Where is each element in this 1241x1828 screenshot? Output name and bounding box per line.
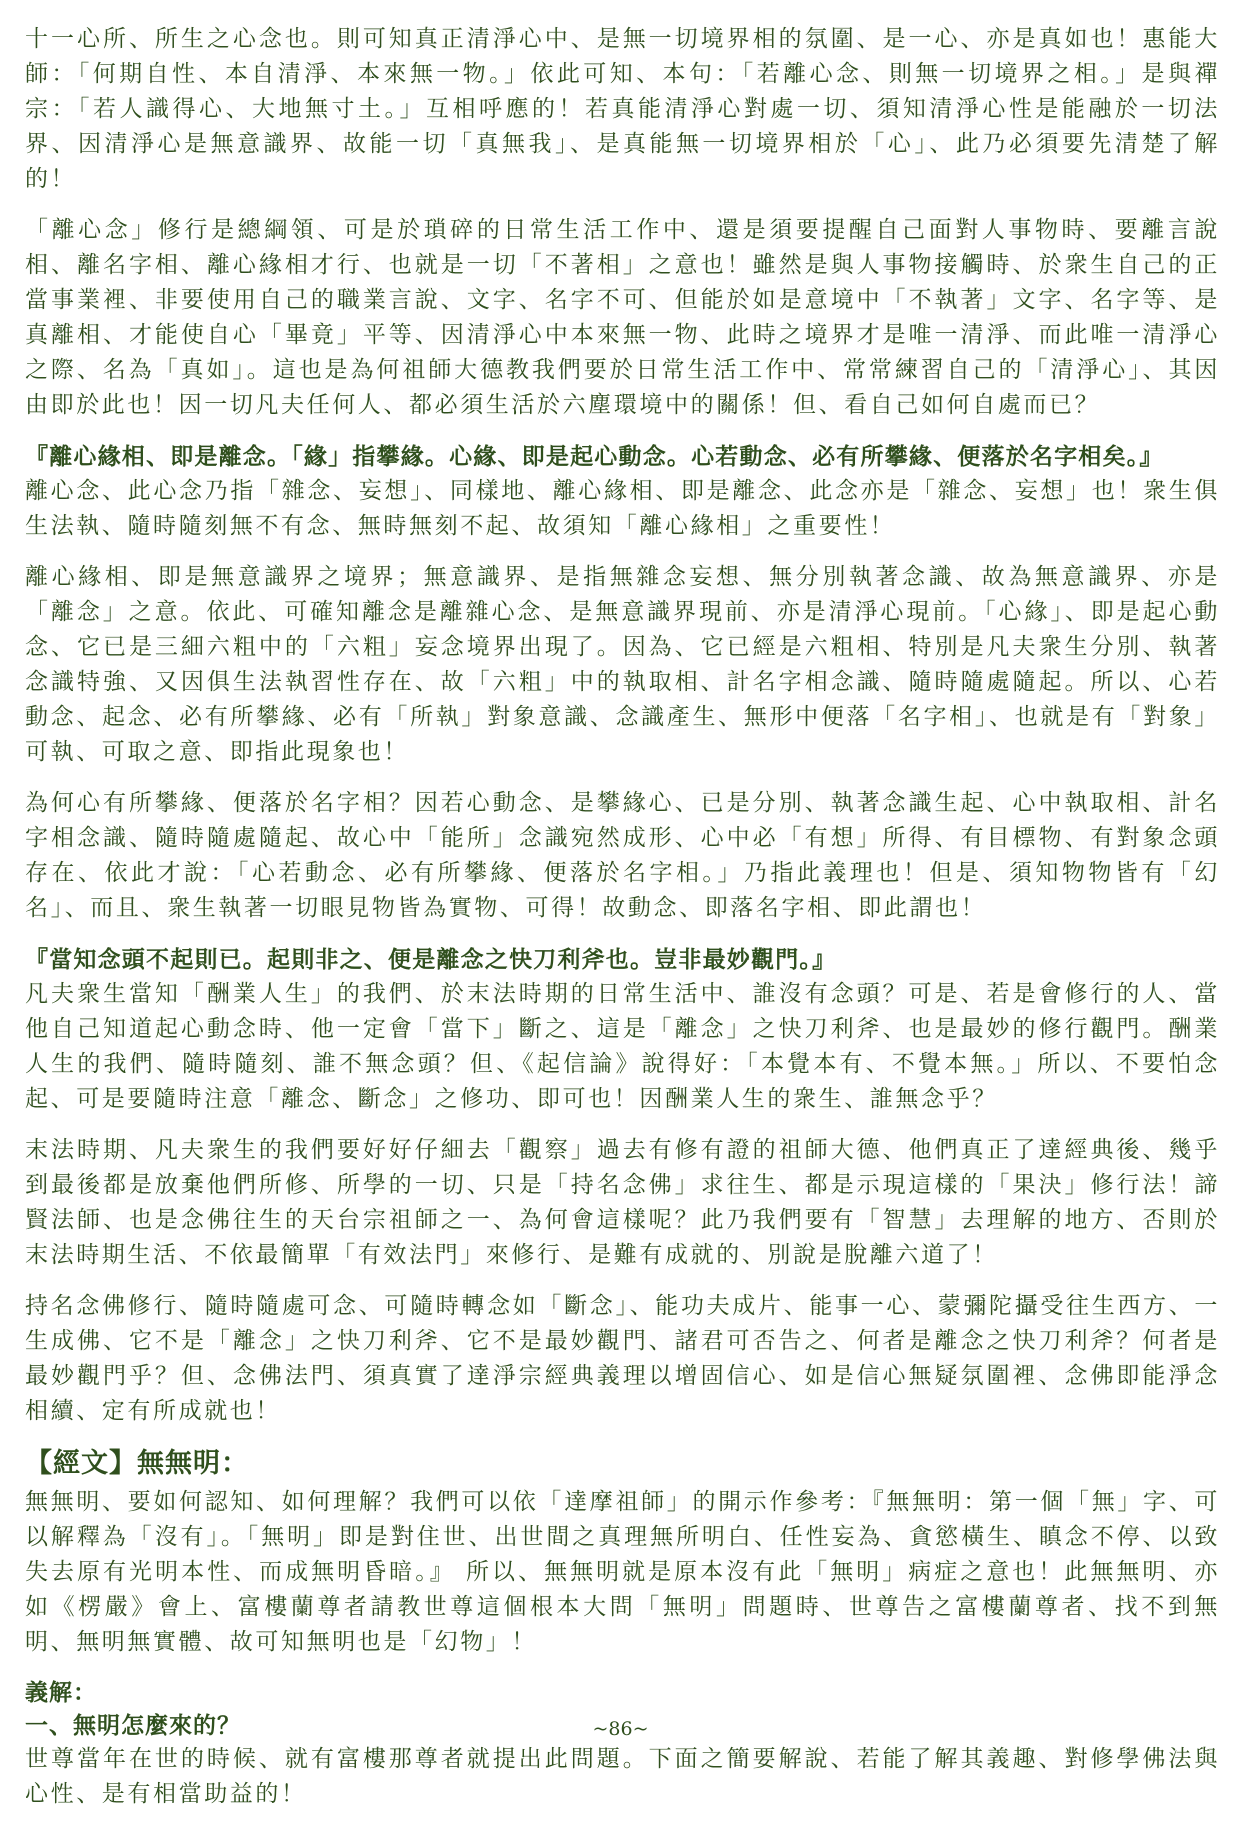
paragraph: 末法時期、凡夫衆生的我們要好好仔細去「觀察」過去有修有證的祖師大德、他們真正了達經典後、幾乎到最後都是放棄他們所修、所學的一切、只是「持名念佛」求往生、都是示現這樣的「果決」修行法！諦賢法師、也是念佛往生的天台宗祖師之一、為何會這樣呢？此乃我們要有「智慧」去理解的地方、否則於末法時期生活、不依最簡單「有效法門」來修行、是難有成就的、別說是脫離六道了！: [25, 1137, 1220, 1268]
paragraph: 世尊當年在世的時候、就有富樓那尊者就提出此問題。下面之簡要解說、若能了解其義趣、對修學佛法與心性、是有相當助益的！: [25, 1746, 1220, 1807]
bold-quote: 『當知念頭不起則已。起則非之、便是離念之快刀利斧也。豈非最妙觀門。』: [25, 946, 837, 973]
paragraph: 無無明、要如何認知、如何理解？我們可以依「達摩祖師」的開示作參考：『無無明：第一個「無」字、可以解釋為「沒有」。「無明」即是對住世、出世間之真理無所明白、任性妄為、貪慾橫生、瞋念不停、以致失去原有光明本性、而成無明昏暗。』 所以、無無明就是原本沒有此「無明」病症之意也！此無無明、亦如《楞嚴》會上、富樓蘭尊者請教世尊這個根本大問「無明」問題時、世尊告之富樓蘭尊者、找不到無明、無明無實體、故可知無明也是「幻物」！: [25, 1489, 1220, 1655]
paragraph: 「離心念」修行是總綱領、可是於瑣碎的日常生活工作中、還是須要提醒自己面對人事物時、要離言說相、離名字相、離心緣相才行、也就是一切「不著相」之意也！雖然是與人事物接觸時、於衆生自己的正當事業裡、非要使用自己的職業言說、文字、名字不可、但能於如是意境中「不執著」文字、名字等、是真離相、才能使自心「畢竟」平等、因清淨心中本來無一物、此時之境界才是唯一清淨、而此唯一清淨心之際、名為「真如」。這也是為何祖師大德教我們要於日常生活工作中、常常練習自己的「清淨心」、其因由即於此也！因一切凡夫任何人、都必須生活於六塵環境中的關係！但、看自己如何自處而已？: [25, 217, 1220, 418]
paragraph: 十一心所、所生之心念也。則可知真正清淨心中、是無一切境界相的氛圍、是一心、亦是真如也！惠能大師：「何期自性、本自清淨、本來無一物。」依此可知、本句：「若離心念、則無一切境界之相。」是與禪宗：「若人識得心、大地無寸土。」互相呼應的！若真能清淨心對處一切、須知清淨心性是能融於一切法界、因清淨心是無意識界、故能一切「真無我」、是真能無一切境界相於「心」、此乃必須要先清楚了解的！: [25, 26, 1220, 192]
paragraph: 凡夫衆生當知「酬業人生」的我們、於末法時期的日常生活中、誰沒有念頭？可是、若是會修行的人、當他自己知道起心動念時、他一定會「當下」斷之、這是「離念」之快刀利斧、也是最妙的修行觀門。酬業人生的我們、隨時隨刻、誰不無念頭？但、《起信論》說得好：「本覺本有、不覺本無。」所以、不要怕念起、可是要隨時注意「離念、斷念」之修功、即可也！因酬業人生的衆生、誰無念乎？: [25, 981, 1220, 1112]
bold-quote: 『離心緣相、即是離念。「緣」指攀緣。心緣、即是起心動念。心若動念、必有所攀緣、便落於名字相矣。』: [25, 443, 1164, 470]
paragraph: 離心念、此心念乃指「雜念、妄想」、同樣地、離心緣相、即是離念、此念亦是「雜念、妄想」也！衆生俱生法執、隨時隨刻無不有念、無時無刻不起、故須知「離心緣相」之重要性！: [25, 478, 1220, 539]
page-number: ~86~: [592, 1718, 649, 1740]
paragraph: 持名念佛修行、隨時隨處可念、可隨時轉念如「斷念」、能功夫成片、能事一心、蒙彌陀攝受往生西方、一生成佛、它不是「離念」之快刀利斧、它不是最妙觀門、諸君可否告之、何者是離念之快刀利斧？何者是最妙觀門乎？但、念佛法門、須真實了達淨宗經典義理以增固信心、如是信心無疑氛圍裡、念佛即能淨念相續、定有所成就也！: [25, 1293, 1220, 1424]
document-page: [25, 22, 1220, 1828]
subheading-explanation: 義解：: [25, 1679, 97, 1706]
paragraph: 為何心有所攀緣、便落於名字相？因若心動念、是攀緣心、已是分別、執著念識生起、心中執取相、計名字相念識、隨時隨處隨起、故心中「能所」念識宛然成形、心中必「有想」所得、有目標物、有對象念頭存在、依此才說：「心若動念、必有所攀緣、便落於名字相。」乃指此義理也！但是、須知物物皆有「幻名」、而且、衆生執著一切眼見物皆為實物、可得！故動念、即落名字相、即此謂也！: [25, 790, 1220, 921]
section-heading: 【經文】無無明：: [25, 1448, 249, 1479]
paragraph: 離心緣相、即是無意識界之境界；無意識界、是指無雜念妄想、無分別執著念識、故為無意識界、亦是「離念」之意。依此、可確知離念是離雜心念、是無意識界現前、亦是清淨心現前。「心緣」、即是起心動念、它已是三細六粗中的「六粗」妄念境界出現了。因為、它已經是六粗相、特別是凡夫衆生分別、執著念識特強、又因俱生法執習性存在、故「六粗」中的執取相、計名字相念識、隨時隨處隨起。所以、心若動念、起念、必有所攀緣、必有「所執」對象意識、念識產生、無形中便落「名字相」、也就是有「對象」可執、可取之意、即指此現象也！: [25, 564, 1220, 765]
subheading-question: 一、無明怎麼來的？: [25, 1712, 241, 1739]
